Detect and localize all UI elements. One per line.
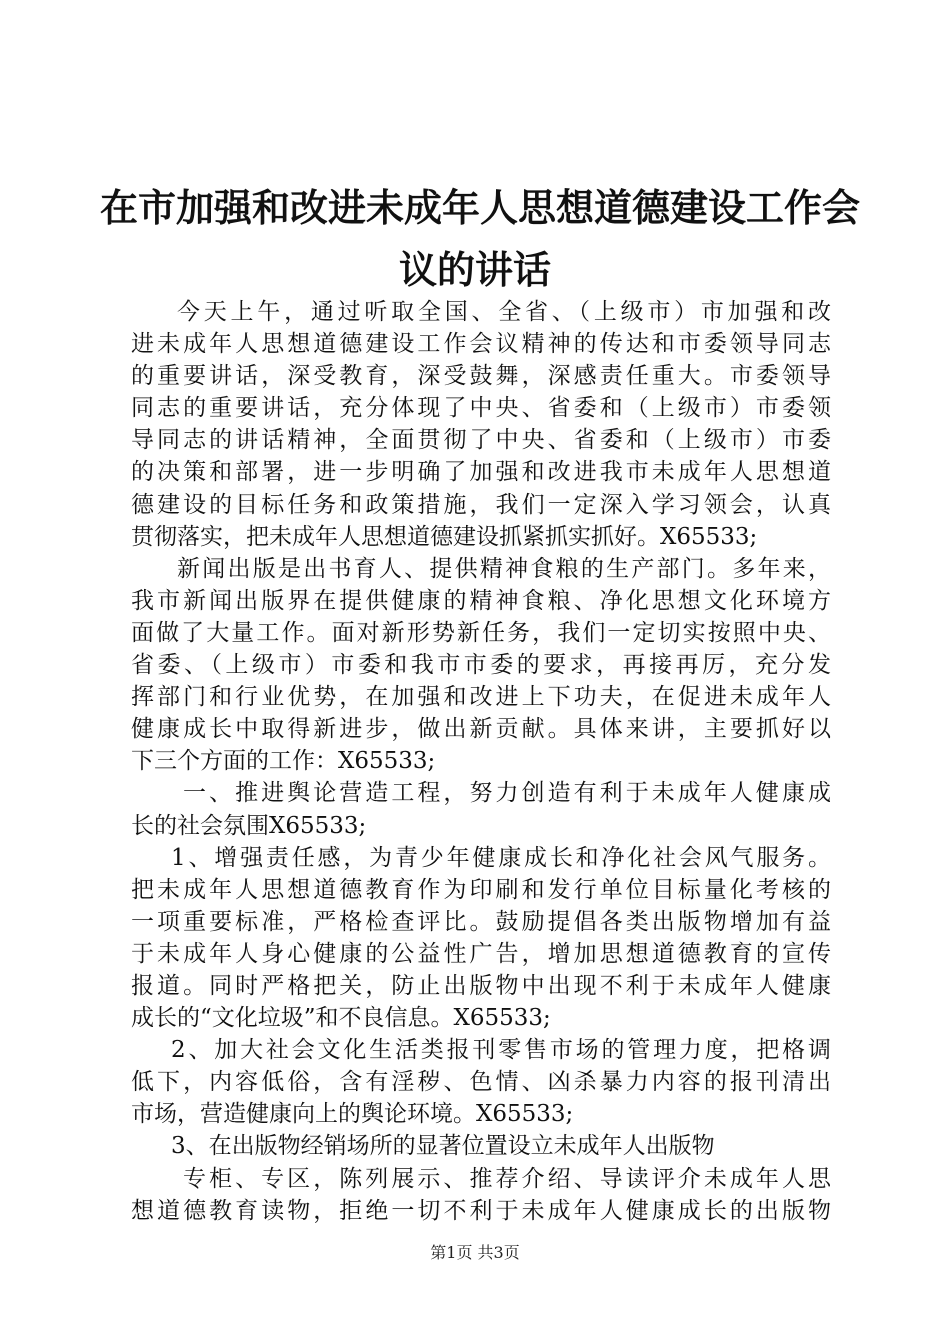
body-line: 的重要讲话，深受教育，深受鼓舞，深感责任重大。市委领导 <box>131 363 831 390</box>
body-line: 专柜、专区，陈列展示、推荐介绍、导读评介未成年人思 <box>183 1165 831 1192</box>
body-line: 的决策和部署，进一步明确了加强和改进我市未成年人思想道 <box>131 459 831 486</box>
body-line: 导同志的讲话精神，全面贯彻了中央、省委和（上级市）市委 <box>131 427 831 454</box>
body-line: 贯彻落实，把未成年人思想道德建设抓紧抓实抓好。X65533; <box>131 523 758 550</box>
body-line: 低下，内容低俗，含有淫秽、色情、凶杀暴力内容的报刊清出 <box>131 1069 831 1096</box>
body-line: 把未成年人思想道德教育作为印刷和发行单位目标量化考核的 <box>131 876 831 903</box>
page-number-footer: 第1页 共3页 <box>430 1243 520 1262</box>
body-line: 市场，营造健康向上的舆论环境。X65533; <box>131 1101 574 1128</box>
body-line: 2、加大社会文化生活类报刊零售市场的管理力度，把格调 <box>171 1037 831 1064</box>
body-line: 面做了大量工作。面对新形势新任务，我们一定切实按照中央、 <box>131 619 831 646</box>
body-line: 进未成年人思想道德建设工作会议精神的传达和市委领导同志 <box>131 331 831 358</box>
body-line: 省委、（上级市）市委和我市市委的要求，再接再厉，充分发 <box>131 652 831 679</box>
body-line: 想道德教育读物，拒绝一切不利于未成年人健康成长的出版物 <box>131 1197 831 1224</box>
body-line: 一项重要标准，严格检查评比。鼓励提倡各类出版物增加有益 <box>131 908 831 935</box>
body-line: 今天上午，通过听取全国、全省、（上级市）市加强和改 <box>177 299 831 325</box>
document-title-line-1: 在市加强和改进未成年人思想道德建设工作会 <box>100 185 861 230</box>
body-line: 挥部门和行业优势，在加强和改进上下功夫，在促进未成年人 <box>131 684 831 711</box>
body-line: 一、推进舆论营造工程，努力创造有利于未成年人健康成 <box>183 780 831 807</box>
body-line: 德建设的目标任务和政策措施，我们一定深入学习领会，认真 <box>131 491 831 518</box>
body-line: 3、在出版物经销场所的显著位置设立未成年人出版物 <box>171 1133 715 1160</box>
document-title-line-2: 议的讲话 <box>398 247 551 292</box>
body-line: 成长的“文化垃圾”和不良信息。X65533; <box>131 1005 551 1032</box>
body-line: 我市新闻出版界在提供健康的精神食粮、净化思想文化环境方 <box>131 587 831 614</box>
body-line: 新闻出版是出书育人、提供精神食粮的生产部门。多年来， <box>177 555 831 582</box>
body-line: 健康成长中取得新进步，做出新贡献。具体来讲，主要抓好以 <box>131 716 831 743</box>
body-line: 于未成年人身心健康的公益性广告，增加思想道德教育的宣传 <box>131 940 831 967</box>
body-line: 长的社会氛围X65533; <box>131 812 367 839</box>
body-line: 同志的重要讲话，充分体现了中央、省委和（上级市）市委领 <box>131 395 831 422</box>
body-line: 下三个方面的工作：X65533; <box>131 748 436 775</box>
document-body <box>131 296 831 1227</box>
body-line: 1、增强责任感，为青少年健康成长和净化社会风气服务。 <box>171 844 831 871</box>
body-line: 报道。同时严格把关，防止出版物中出现不利于未成年人健康 <box>131 972 831 999</box>
